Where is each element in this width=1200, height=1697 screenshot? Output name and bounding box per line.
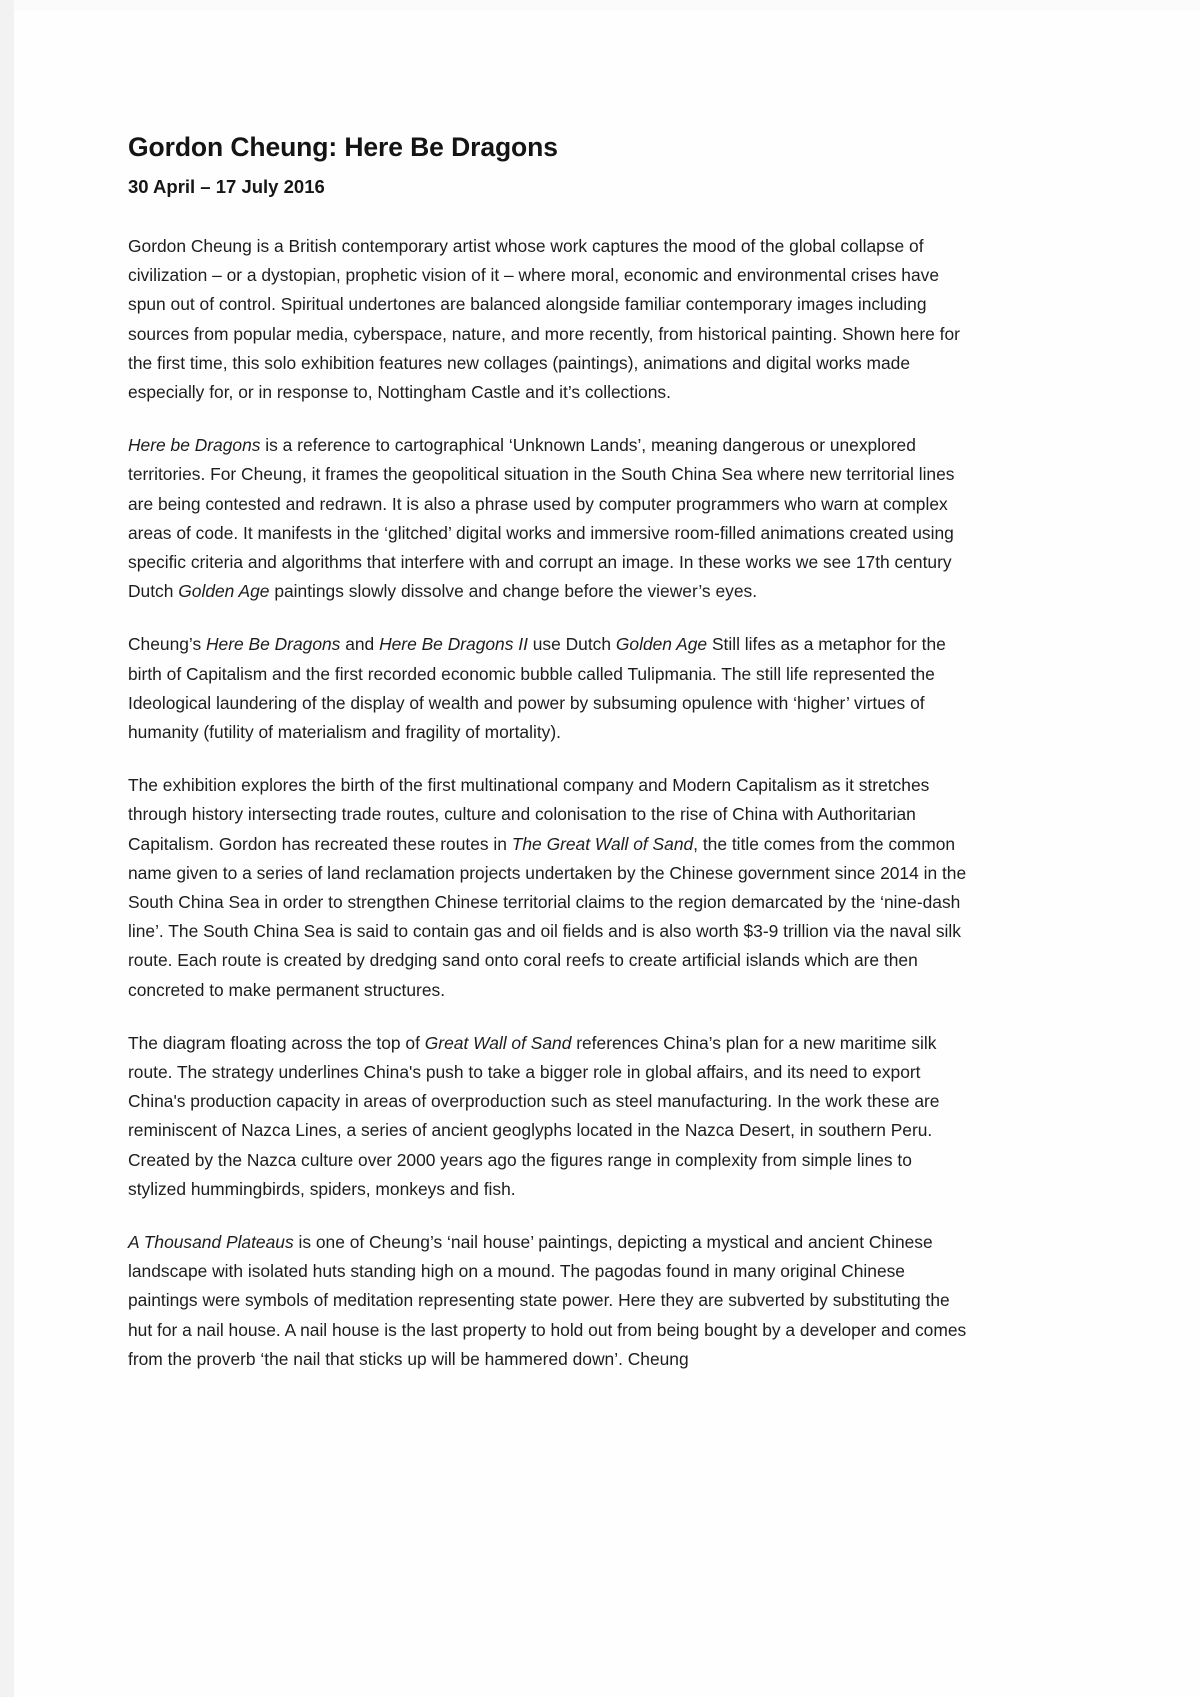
scan-edge-left [0, 0, 14, 1697]
italic-title-run: Great Wall of Sand [424, 1032, 572, 1053]
paragraph-list [128, 232, 973, 1374]
italic-title-run: Here Be Dragons [206, 634, 341, 655]
italic-title-run: Golden Age [178, 581, 270, 602]
page-title: Gordon Cheung: Here Be Dragons [128, 132, 558, 162]
text-run: Gordon Cheung is a British contemporary artist whose work captures the mood of the global collapse of civilization – or a dystopian, prophetic vision of it – where moral, economic and environmental crises have spun out of control. Spiritual undertones are balanced alongside familiar contemporary images including sources from popular media, cyberspace, nature, and more recently, from historical painting. Shown here for the first time, this solo exhibition features new collages (paintings), animations and digital works made especially for, or in response to, Nottingham Castle and it’s collections. [128, 235, 960, 402]
body-paragraph [128, 630, 973, 747]
italic-title-run: A Thousand Plateaus [128, 1232, 294, 1253]
italic-title-run: Here be Dragons [128, 435, 261, 456]
body-paragraph [128, 771, 973, 1005]
text-run: references China’s plan for a new maritime silk route. The strategy underlines China's push to take a bigger role in global affairs, and its need to export China's production capacity in areas of overproduction such as steel manufacturing. In the work these are reminiscent of Nazca Lines, a series of ancient geoglyphs located in the Nazca Desert, in southern Peru. Created by the Nazca culture over 2000 years ago the figures range in complexity from simple lines to stylized hummingbirds, spiders, monkeys and fish. [128, 1032, 940, 1199]
body-paragraph [128, 232, 973, 407]
text-run: use Dutch [527, 634, 616, 655]
document-body [128, 132, 973, 1374]
italic-title-run: The Great Wall of Sand [511, 833, 694, 854]
italic-title-run: Golden Age [615, 634, 708, 655]
scan-edge-top [0, 0, 1200, 10]
text-run: Still lifes as a metaphor for the birth of Capitalism and the first recorded economic bubble called Tulipmania. The still life represented the Ideological laundering of the display of wealth and power by subsuming opulence with ‘higher’ virtues of humanity (futility of materialism and fragility of mortality). [128, 634, 946, 743]
text-run: is a reference to cartographical ‘Unknown Lands’, meaning dangerous or unexplored territories. For Cheung, it frames the geopolitical situation in the South China Sea where new territorial lines are being contested and redrawn. It is also a phrase used by computer programmers who warn at complex areas of code. It manifests in the ‘glitched’ digital works and immersive room-filled animations created using specific criteria and algorithms that interfere with and corrupt an image. In these works we see 17th century Dutch [128, 435, 955, 602]
text-run: Cheung’s [128, 634, 206, 655]
text-run: , the title comes from the common name given to a series of land reclamation projects undertaken by the Chinese government since 2014 in the South China Sea in order to strengthen Chinese territorial claims to the region demarcated by the ‘nine-dash line’. The South China Sea is said to contain gas and oil fields and is also worth $3-9 trillion via the naval silk route. Each route is created by dredging sand onto coral reefs to create artificial islands which are then concreted to make permanent structures. [128, 833, 967, 1000]
body-paragraph [128, 431, 973, 606]
text-run: is one of Cheung’s ‘nail house’ paintings, depicting a mystical and ancient Chinese landscape with isolated huts standing high on a mound. The pagodas found in many original Chinese paintings were symbols of meditation representing state power. Here they are subverted by substituting the hut for a nail house. A nail house is the last property to hold out from being bought by a developer and comes from the proverb ‘the nail that sticks up will be hammered down’. Cheung [128, 1232, 967, 1369]
exhibition-dates: 30 April – 17 July 2016 [128, 175, 325, 197]
text-run: The diagram floating across the top of [128, 1032, 425, 1053]
body-paragraph [128, 1228, 973, 1374]
text-run: The exhibition explores the birth of the first multinational company and Modern Capitalism as it stretches through history intersecting trade routes, culture and colonisation to the rise of China with Authoritarian Capitalism. Gordon has recreated these routes in [128, 775, 930, 854]
text-run: and [340, 634, 380, 655]
text-run: paintings slowly dissolve and change before the viewer’s eyes. [269, 581, 758, 602]
italic-title-run: Here Be Dragons II [379, 634, 528, 655]
body-paragraph [128, 1029, 973, 1204]
